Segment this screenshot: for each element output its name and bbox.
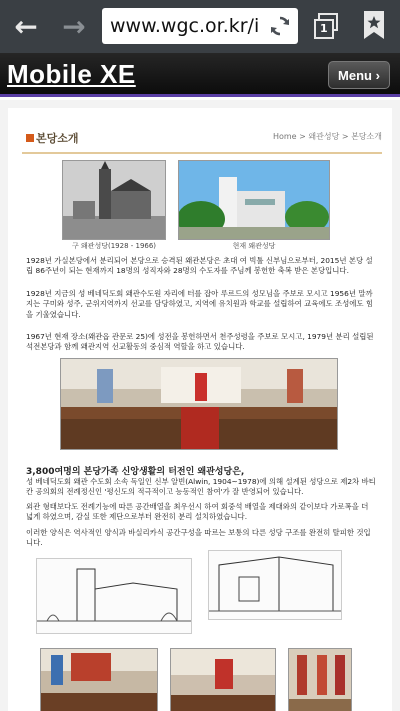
content-panel (8, 108, 392, 711)
photo-caption-old: 구 왜관성당(1928 - 1966) (71, 242, 157, 250)
photo-caption-current: 현재 왜관성당 (232, 242, 276, 250)
page-content (0, 100, 400, 711)
back-arrow-icon[interactable]: ← (14, 10, 38, 43)
interior-sketch (208, 550, 342, 620)
intro-paragraph-1: 1928년 가실본당에서 분리되어 본당으로 승격된 왜관본당은 초대 여 빅툴 신부님으로부터, 2015년 본당 설립 86주년이 되는 현재까지 18명의 성직자와 28명의 수도자를 주님께 봉헌한 축복 받은 본당입니다. (26, 256, 373, 276)
interior-photo-left (40, 648, 158, 711)
body-paragraph-3: 이러한 양식은 역사적인 양식과 바실리카식 공간구성을 따르는 보통의 다른 성당 구조를 완전히 탈피한 것입니다. (26, 528, 371, 548)
intro-paragraph-2: 1928년 지금의 성 베네딕도회 왜관수도원 자리에 터를 잡아 루르드의 성모님을 주보로 모시고 1956년 말까지는 구미와 성주, 군위지역까지 선교를 담당하였고, 지역에 유치원과 학교를 설립하여 교육에도 조성에도 힘을 기울였습니다. (26, 289, 374, 319)
forward-arrow-icon[interactable]: → (62, 10, 86, 43)
bookmark-icon[interactable] (362, 10, 386, 40)
interior-photo-right (288, 648, 352, 711)
refresh-icon[interactable] (266, 12, 294, 40)
breadcrumb[interactable]: Home > 왜관성당 > 본당소개 (272, 132, 382, 141)
tabs-icon[interactable] (312, 12, 340, 40)
section-bullet-icon (26, 134, 34, 142)
tab-count: 1 (320, 22, 328, 35)
interior-photo (60, 358, 338, 450)
site-header (0, 53, 400, 97)
menu-button[interactable]: Menu › (328, 61, 390, 89)
browser-toolbar (0, 0, 400, 53)
section-title: 본당소개 (36, 132, 79, 145)
old-church-photo (62, 160, 166, 240)
current-church-photo (178, 160, 330, 240)
section-header (22, 130, 382, 154)
exterior-sketch (36, 558, 192, 634)
url-text: www.wgc.or.kr/i (110, 15, 260, 37)
intro-paragraph-3: 1967년 현재 장소(왜관읍 관문로 25)에 성전을 봉헌하면서 천주성령을 주보로 모시고, 1979년 분리 설립된 석전본당과 함께 왜관지역 선교활동의 중심적 역할을 하고 있습니다. (26, 332, 374, 352)
site-logo[interactable]: Mobile XE (7, 59, 136, 89)
body-paragraph-2: 외관 형태보다도 전례기능에 따른 공간배열을 최우선시 하여 회중석 배열을 제대와의 같이보다 가로폭을 더 넓게 하였으며, 감실 또한 제단으로부터 완전히 분리 설치하였습니다. (26, 502, 369, 522)
subheading: 3,800여명의 본당가족 신앙생활의 터전인 왜관성당은, (26, 467, 245, 477)
interior-photo-center (170, 648, 276, 711)
body-paragraph-1: 성 베네딕도회 왜관 수도회 소속 독일인 신부 알빈(Alwin, 1904~1978)에 의해 설계된 성당으로 제2차 바티칸 공의회의 전례정신인 '평신도의 적극적이고 능동적인 참여'가 잘 반영되어 있습니다. (26, 477, 376, 497)
address-bar[interactable] (102, 8, 298, 44)
